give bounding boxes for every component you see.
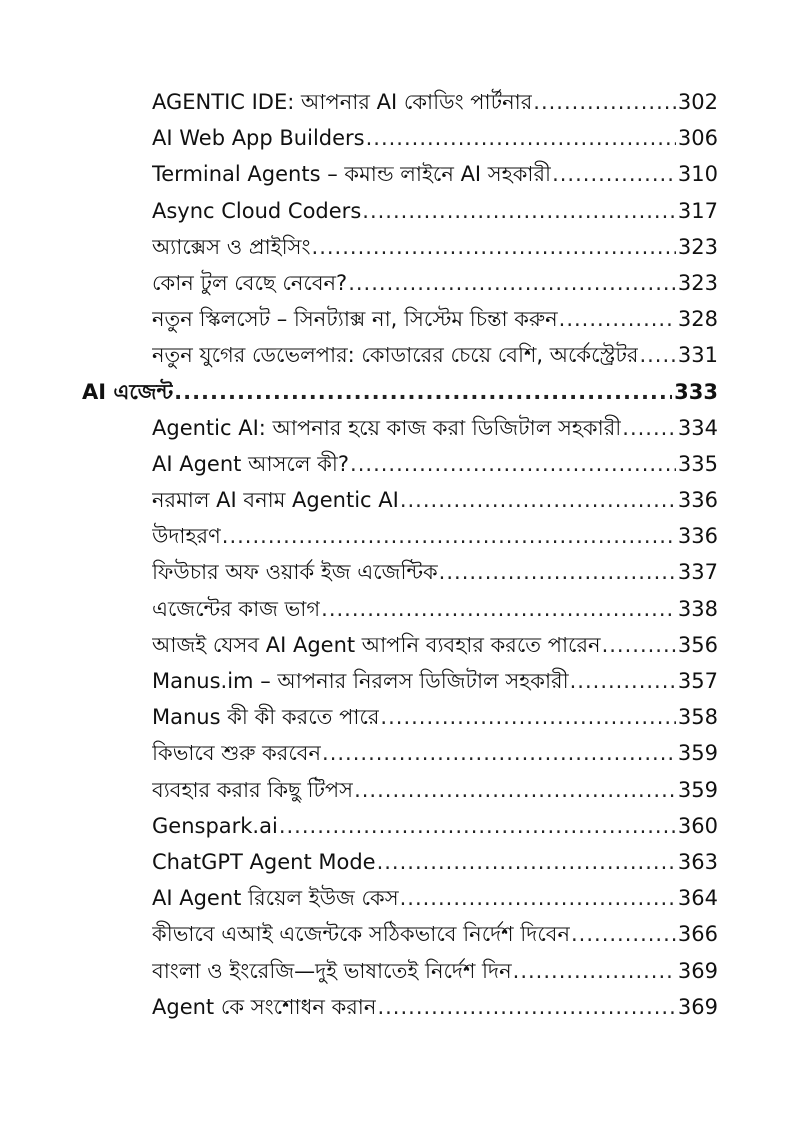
dot-leader xyxy=(222,518,676,554)
toc-entry-page: 359 xyxy=(677,741,718,766)
toc-entry-page: 331 xyxy=(677,343,718,368)
toc-entry-title: AI Web App Builders xyxy=(152,126,365,151)
toc-entry-page: 336 xyxy=(677,488,718,513)
dot-leader xyxy=(322,735,676,771)
toc-entry[interactable] xyxy=(0,156,800,192)
dot-leader xyxy=(380,699,675,735)
toc-entry[interactable] xyxy=(0,880,800,916)
dot-leader xyxy=(348,265,676,301)
toc-entry-title: AI Agent রিয়েল ইউজ কেস xyxy=(152,886,399,911)
dot-leader xyxy=(602,627,676,663)
toc-entry-title: ChatGPT Agent Mode xyxy=(152,849,376,874)
toc-entry-page: 335 xyxy=(677,451,718,476)
toc-entry-title: এজেন্টের কাজ ভাগ xyxy=(152,596,321,621)
toc-entry-page: 310 xyxy=(677,162,718,187)
dot-leader xyxy=(354,772,676,808)
toc-entry-page: 323 xyxy=(677,270,718,295)
table-of-contents xyxy=(0,84,800,1025)
toc-entry-title: ফিউচার অফ ওয়ার্ক ইজ এজেন্টিক xyxy=(152,560,438,585)
toc-entry-page: 369 xyxy=(677,994,718,1019)
dot-leader xyxy=(639,337,675,373)
dot-leader xyxy=(362,193,676,229)
toc-entry-title: কোন টুল বেছে নেবেন? xyxy=(152,270,348,295)
toc-entry-page: 359 xyxy=(677,777,718,802)
toc-entry[interactable] xyxy=(0,410,800,446)
toc-entry-title: নতুন যুগের ডেভেলপার: কোডারের চেয়ে বেশি, অর্কেস্ট্রেটর xyxy=(152,343,639,368)
dot-leader xyxy=(279,808,676,844)
toc-entry[interactable] xyxy=(0,84,800,120)
toc-entry-page: 317 xyxy=(677,198,718,223)
toc-entry-title: নরমাল AI বনাম Agentic AI xyxy=(152,488,399,513)
toc-entry[interactable] xyxy=(0,953,800,989)
toc-entry-title: নতুন স্কিলসেট – সিনট্যাক্স না, সিস্টেম চিন্তা করুন xyxy=(152,307,558,332)
toc-entry-title: অ্যাক্সেস ও প্রাইসিং xyxy=(152,234,311,259)
toc-entry-title: Async Cloud Coders xyxy=(152,198,362,223)
toc-entry-title: Agentic AI: আপনার হয়ে কাজ করা ডিজিটাল সহকারী xyxy=(152,415,622,440)
dot-leader xyxy=(571,916,676,952)
toc-entry-page: 364 xyxy=(677,886,718,911)
dot-leader xyxy=(377,844,676,880)
toc-entry-page: 357 xyxy=(677,669,718,693)
toc-entry[interactable] xyxy=(0,627,800,663)
toc-entry-page: 338 xyxy=(677,596,718,621)
dot-leader xyxy=(533,84,676,120)
toc-entry-title: উদাহরণ xyxy=(152,524,221,549)
toc-entry-title: বাংলা ও ইংরেজি—দুই ভাষাতেই নির্দেশ দিন xyxy=(152,958,512,983)
dot-leader xyxy=(513,953,676,989)
dot-leader xyxy=(622,410,676,446)
toc-entry[interactable] xyxy=(0,591,800,627)
toc-entry-page: 306 xyxy=(677,126,718,151)
toc-entry-title: কিভাবে শুরু করবেন xyxy=(152,741,322,766)
toc-entry[interactable] xyxy=(0,446,800,482)
toc-entry-title: Agent কে সংশোধন করান xyxy=(152,994,377,1019)
toc-entry-page: 337 xyxy=(677,560,718,585)
toc-entry-title: Manus কী কী করতে পারে xyxy=(152,705,380,730)
toc-entry[interactable] xyxy=(0,301,800,337)
toc-entry-page: 356 xyxy=(677,632,718,657)
dot-leader xyxy=(312,229,676,265)
toc-entry-title: Terminal Agents – কমান্ড লাইনে AI সহকারী xyxy=(152,162,552,187)
dot-leader xyxy=(174,374,672,410)
toc-entry-title: AGENTIC IDE: আপনার AI কোডিং পার্টনার xyxy=(152,90,533,114)
dot-leader xyxy=(400,482,676,518)
toc-entry-page: 328 xyxy=(677,307,718,332)
toc-entry-page: 336 xyxy=(677,524,718,549)
toc-entry-page: 360 xyxy=(677,813,718,838)
toc-entry[interactable] xyxy=(0,844,800,880)
dot-leader xyxy=(552,156,676,192)
toc-chapter-title: AI এজেন্ট xyxy=(82,379,174,404)
toc-entry[interactable] xyxy=(0,663,800,699)
toc-entry[interactable] xyxy=(0,337,800,373)
dot-leader xyxy=(366,120,676,156)
toc-entry[interactable] xyxy=(0,916,800,952)
dot-leader xyxy=(400,880,676,916)
toc-entry-title: AI Agent আসলে কী? xyxy=(152,451,350,476)
toc-entry[interactable] xyxy=(0,699,800,735)
toc-entry[interactable] xyxy=(0,554,800,590)
dot-leader xyxy=(559,301,676,337)
toc-entry-page: 302 xyxy=(677,90,718,114)
dot-leader xyxy=(570,663,676,699)
toc-entry[interactable] xyxy=(0,120,800,156)
toc-entry[interactable] xyxy=(0,229,800,265)
toc-entry-page: 369 xyxy=(677,958,718,983)
dot-leader xyxy=(321,591,676,627)
toc-entry-title: আজই যেসব AI Agent আপনি ব্যবহার করতে পারেন xyxy=(152,632,601,657)
toc-entry-title: কীভাবে এআই এজেন্টকে সঠিকভাবে নির্দেশ দিবেন xyxy=(152,922,570,947)
toc-entry[interactable] xyxy=(0,193,800,229)
toc-entry-title: Genspark.ai xyxy=(152,813,278,838)
toc-entry[interactable] xyxy=(0,808,800,844)
dot-leader xyxy=(439,554,676,590)
toc-entry[interactable] xyxy=(0,265,800,301)
toc-entry-title: ব্যবহার করার কিছু টিপস xyxy=(152,777,354,802)
toc-chapter-page: 333 xyxy=(674,379,718,404)
toc-entry-page: 363 xyxy=(677,849,718,874)
toc-entry[interactable] xyxy=(0,482,800,518)
toc-entry-page: 358 xyxy=(677,705,718,730)
toc-entry-title: Manus.im – আপনার নিরলস ডিজিটাল সহকারী xyxy=(152,669,569,693)
toc-entry-page: 366 xyxy=(677,922,718,947)
toc-entry[interactable] xyxy=(0,989,800,1025)
dot-leader xyxy=(377,989,675,1025)
dot-leader xyxy=(350,446,676,482)
toc-entry-page: 334 xyxy=(677,415,718,440)
toc-entry[interactable] xyxy=(0,735,800,771)
toc-entry[interactable] xyxy=(0,772,800,808)
toc-entry-page: 323 xyxy=(677,234,718,259)
toc-chapter-entry[interactable] xyxy=(0,374,800,410)
toc-entry[interactable] xyxy=(0,518,800,554)
